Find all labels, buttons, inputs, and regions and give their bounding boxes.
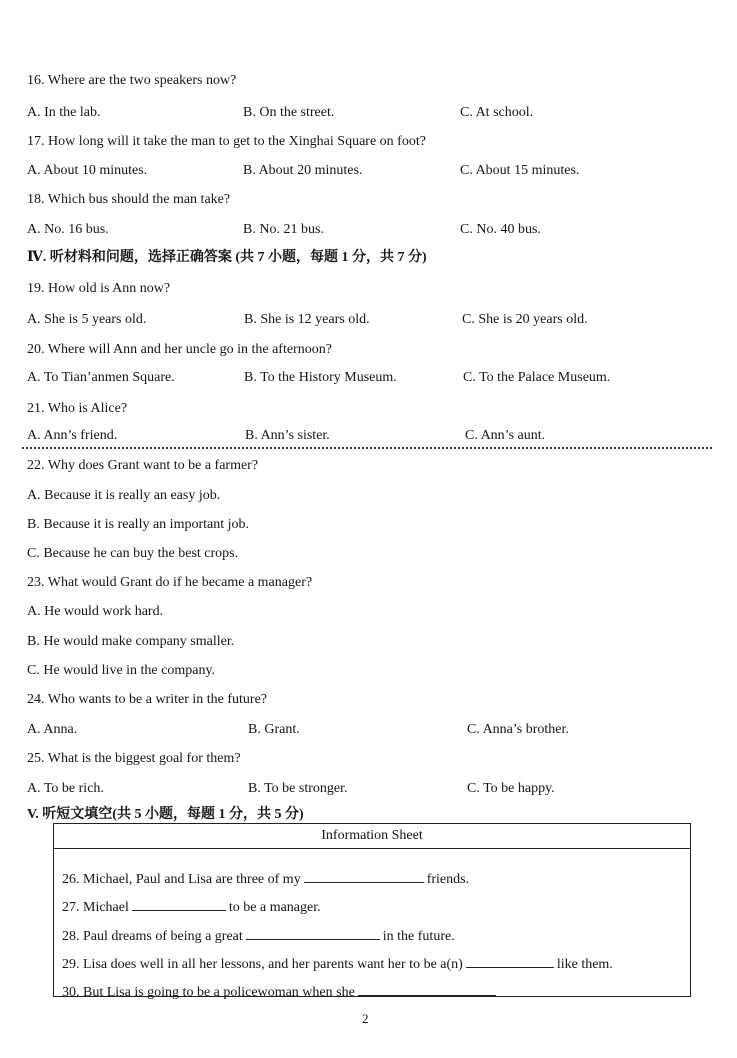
blank-29[interactable] bbox=[466, 954, 554, 968]
options-19 bbox=[0, 313, 737, 331]
row-29-text: 29. Lisa does well in all her lessons, and her parents want her to be a(n) bbox=[62, 957, 463, 972]
options-18 bbox=[0, 223, 737, 241]
option-22-c: C. Because he can buy the best crops. bbox=[27, 546, 239, 561]
option-24-c: C. Anna’s brother. bbox=[467, 722, 569, 737]
question-17: 17. How long will it take the man to get to the Xinghai Square on foot? bbox=[27, 134, 426, 149]
options-21 bbox=[0, 429, 737, 447]
options-25 bbox=[0, 782, 737, 800]
row-28-text: 28. Paul dreams of being a great bbox=[62, 929, 243, 944]
question-21: 21. Who is Alice? bbox=[27, 401, 128, 416]
option-18-b: B. No. 21 bus. bbox=[243, 222, 324, 237]
question-25: 25. What is the biggest goal for them? bbox=[27, 751, 241, 766]
option-20-a: A. To Tian’anmen Square. bbox=[27, 370, 175, 385]
section-4-heading: Ⅳ. 听材料和问题，选择正确答案 (共 7 小题，每题 1 分，共 7 分) bbox=[27, 250, 427, 265]
question-19: 19. How old is Ann now? bbox=[27, 281, 171, 296]
option-24-a: A. Anna. bbox=[27, 722, 78, 737]
blank-28[interactable] bbox=[246, 926, 380, 940]
option-25-b: B. To be stronger. bbox=[248, 781, 348, 796]
question-20: 20. Where will Ann and her uncle go in the afternoon? bbox=[27, 342, 332, 357]
option-24-b: B. Grant. bbox=[248, 722, 300, 737]
option-16-b: B. On the street. bbox=[243, 105, 335, 120]
question-22: 22. Why does Grant want to be a farmer? bbox=[27, 458, 259, 473]
option-23-a: A. He would work hard. bbox=[27, 604, 164, 619]
option-20-b: B. To the History Museum. bbox=[244, 370, 397, 385]
sheet-row-28 bbox=[62, 926, 455, 944]
options-24 bbox=[0, 723, 737, 741]
sheet-row-26 bbox=[62, 869, 469, 887]
option-17-a: A. About 10 minutes. bbox=[27, 163, 148, 178]
option-21-b: B. Ann’s sister. bbox=[245, 428, 330, 443]
blank-30[interactable] bbox=[358, 982, 496, 996]
option-19-a: A. She is 5 years old. bbox=[27, 312, 147, 327]
sheet-row-27 bbox=[62, 897, 321, 915]
option-22-b: B. Because it is really an important job. bbox=[27, 517, 250, 532]
options-17 bbox=[0, 164, 737, 182]
question-18: 18. Which bus should the man take? bbox=[27, 192, 231, 207]
sheet-row-29 bbox=[62, 954, 613, 972]
sheet-title: Information Sheet bbox=[54, 824, 690, 849]
sheet-row-30 bbox=[62, 982, 499, 1000]
row-28-tail: in the future. bbox=[382, 929, 455, 944]
option-20-c: C. To the Palace Museum. bbox=[463, 370, 611, 385]
row-30-text: 30. But Lisa is going to be a policewoman when she bbox=[62, 985, 355, 1000]
option-25-c: C. To be happy. bbox=[467, 781, 555, 796]
option-17-c: C. About 15 minutes. bbox=[460, 163, 580, 178]
row-26-text: 26. Michael, Paul and Lisa are three of my bbox=[62, 872, 301, 887]
row-27-text: 27. Michael bbox=[62, 900, 129, 915]
option-22-a: A. Because it is really an easy job. bbox=[27, 488, 221, 503]
question-23: 23. What would Grant do if he became a manager? bbox=[27, 575, 313, 590]
blank-26[interactable] bbox=[304, 869, 424, 883]
option-21-a: A. Ann’s friend. bbox=[27, 428, 118, 443]
row-26-tail: friends. bbox=[426, 872, 470, 887]
question-16: 16. Where are the two speakers now? bbox=[27, 73, 237, 88]
option-21-c: C. Ann’s aunt. bbox=[465, 428, 546, 443]
options-20 bbox=[0, 371, 737, 389]
option-17-b: B. About 20 minutes. bbox=[243, 163, 363, 178]
question-24: 24. Who wants to be a writer in the future? bbox=[27, 692, 268, 707]
row-27-tail: to be a manager. bbox=[228, 900, 321, 915]
blank-27[interactable] bbox=[132, 897, 226, 911]
option-16-a: A. In the lab. bbox=[27, 105, 101, 120]
information-sheet bbox=[53, 823, 691, 1000]
option-23-b: B. He would make company smaller. bbox=[27, 634, 235, 649]
row-29-tail: like them. bbox=[556, 957, 613, 972]
page-number: 2 bbox=[362, 1011, 369, 1026]
option-16-c: C. At school. bbox=[460, 105, 534, 120]
option-19-b: B. She is 12 years old. bbox=[244, 312, 370, 327]
option-25-a: A. To be rich. bbox=[27, 781, 104, 796]
options-16 bbox=[0, 106, 737, 124]
option-18-a: A. No. 16 bus. bbox=[27, 222, 109, 237]
option-18-c: C. No. 40 bus. bbox=[460, 222, 541, 237]
option-19-c: C. She is 20 years old. bbox=[462, 312, 588, 327]
dotted-divider bbox=[22, 447, 712, 449]
option-23-c: C. He would live in the company. bbox=[27, 663, 216, 678]
section-5-heading: V. 听短文填空(共 5 小题，每题 1 分，共 5 分) bbox=[27, 807, 304, 822]
